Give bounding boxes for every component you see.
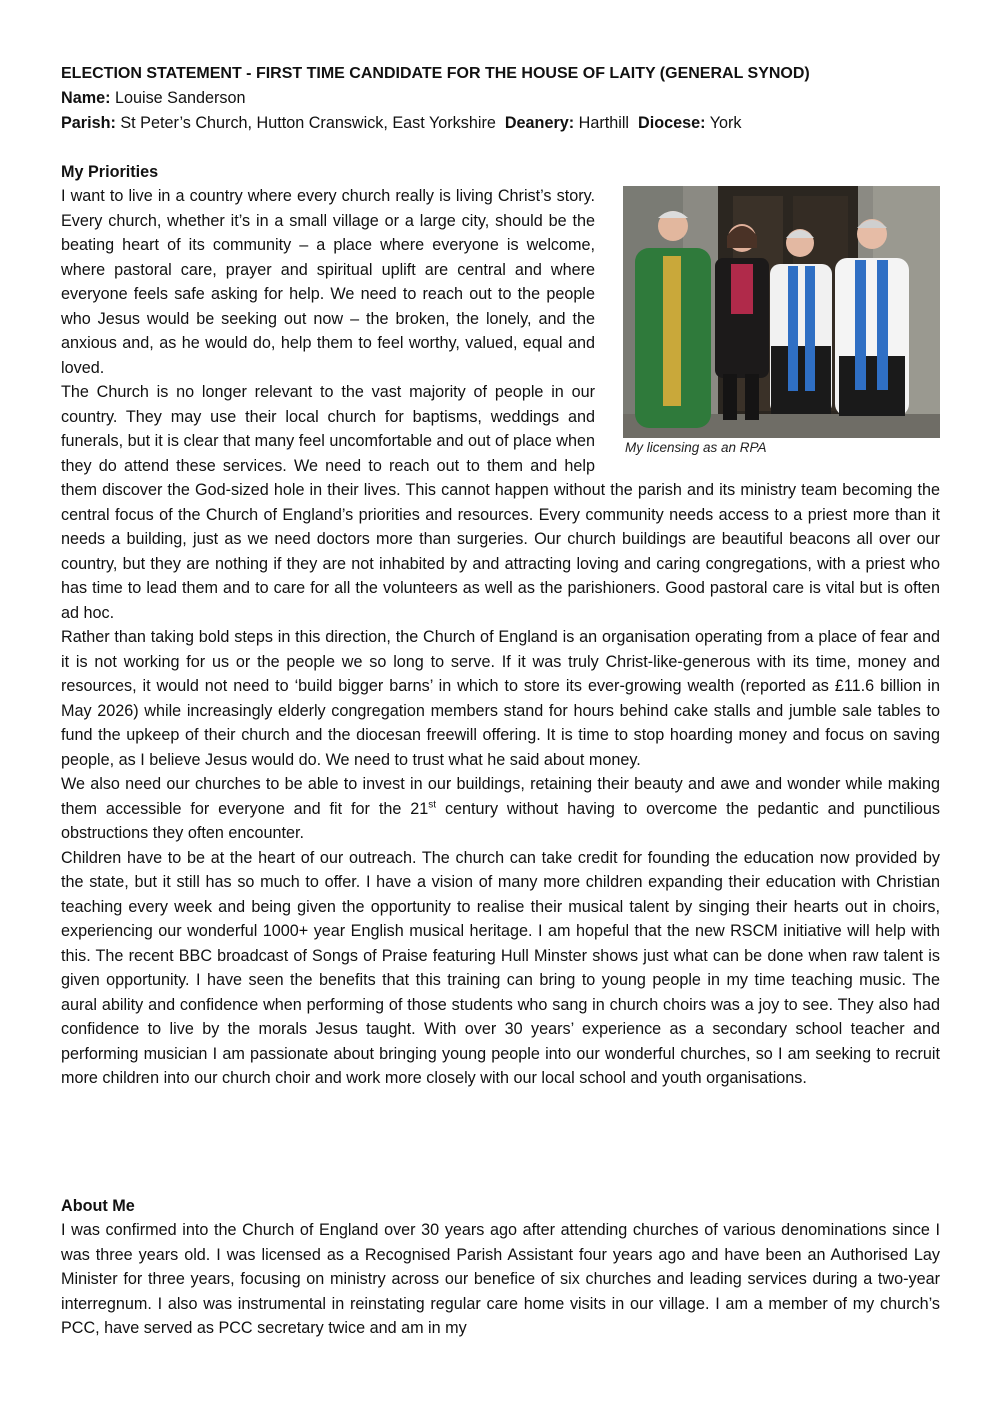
priorities-paragraph-5: Children have to be at the heart of our outreach. The church can take credit for founding the education now provided by the state, but it still has so much to offer. I have a vision of many more children expanding their education with Christian teaching every week and being given the opportunity to realise their musical talent by singing their hearts out in choirs, experiencing our wonderful 1000+ year English musical heritage. I am hopeful that the new RSCM initiative will help with this. The recent BBC broadcast of Songs of Praise featuring Hull Minster shows just what can be done when raw talent is given opportunity. I have seen the benefits that this training can bring to young people in my time teaching music. The aural ability and confidence when performing of those students who sang in church choirs was a joy to see. They also had confidence to live by the morals Jesus taught. With over 30 years’ experience as a secondary school teacher and performing musician I am passionate about bringing young people into our wonderful churches, so I am seeking to recruit more children into our church choir and work more closely with our local school and youth organisations. xyxy=(61,848,940,1087)
about-body xyxy=(61,1218,940,1341)
candidate-name-line xyxy=(61,86,941,111)
candidate-name: Louise Sanderson xyxy=(110,89,246,107)
priorities-heading: My Priorities xyxy=(61,163,159,181)
about-heading: About Me xyxy=(61,1197,135,1215)
deanery-label: Deanery: xyxy=(504,114,575,132)
priorities-paragraph-2: The Church is no longer relevant to the vast majority of people in our country. They may use their local church for baptisms, weddings and funerals, but it is clear that many feel uncomfortable and out of place when they do attend these services. We need to reach out to them and help them discover the God-sized hole in their lives. This cannot happen without the parish and its ministry team becoming the central focus of the Church of England’s priorities and resources. Every community needs access to a priest more than it needs a building, just as we need doctors more than surgeries. Our church buildings are beautiful beacons all over our country, but they are nothing if they are not inhabited by and attracting loving and caring congregations, with a priest who has time to lead them and to care for all the volunteers as well as the parishioners. Good pastoral care is vital but is often ad hoc. xyxy=(61,383,940,622)
document-title: ELECTION STATEMENT - FIRST TIME CANDIDATE FOR THE HOUSE OF LAITY (GENERAL SYNOD) xyxy=(61,65,810,82)
priorities-paragraph-1: I want to live in a country where every church really is living Christ’s story. Every church, whether it’s in a small village or a large city, should be the beating heart of its community – a place where everyone is welcome, where pastoral care, prayer and spiritual uplift are central and where everyone feels safe asking for help. We need to reach out to the people who Jesus would be seeking out now – the broken, the lonely, and the anxious and, as he would do, help them to feel worthy, valued, equal and loved. xyxy=(61,187,595,377)
p4-text-start: We also need our churches to be able to invest in our buildings, retaining their beauty and awe and wonder while making them accessible for everyone and fit for the 21 xyxy=(61,775,940,818)
p4-text-end: century without having to overcome the pedantic and punctilious obstructions they often encounter. xyxy=(61,799,941,842)
name-label: Name: xyxy=(61,89,111,107)
ordinal-suffix: st xyxy=(428,799,437,811)
parish-label: Parish: xyxy=(61,114,116,132)
parish-value: St Peter’s Church, Hutton Cranswick, East Yorkshire xyxy=(115,114,505,132)
priorities-paragraph-3: Rather than taking bold steps in this direction, the Church of England is an organisation operating from a place of fear and it is not working for us or the people we so long to serve. If it was truly Christ-like-generous with its time, money and resources, it would not need to ‘build bigger barns’ in which to store its ever-growing wealth (reported as £11.6 billion in May 2026) while increasingly elderly congregation members stand for hours behind cake stalls and jumble sale tables to fund the upkeep of their church and the diocesan freewill offering. It is time to stop hoarding money and focus on saving people, as I believe Jesus would do. We need to trust what he said about money. xyxy=(61,628,940,769)
licensing-figure xyxy=(623,186,940,468)
deanery-value: Harthill xyxy=(574,114,639,132)
priorities-body xyxy=(61,184,940,1091)
licensing-photo xyxy=(623,186,940,438)
priorities-paragraph-4 xyxy=(61,772,940,846)
diocese-value: York xyxy=(705,114,742,132)
diocese-label: Diocese: xyxy=(638,114,706,132)
photo-caption: My licensing as an RPA xyxy=(625,440,767,455)
parish-line xyxy=(61,111,941,136)
about-paragraph: I was confirmed into the Church of England over 30 years ago after attending churches of various denominations since I was three years old. I was licensed as a Recognised Parish Assistant four years ago and have been an Authorised Lay Minister for three years, focusing on ministry across our benefice of six churches and leading services during a two-year interregnum. I also was instrumental in reinstating regular care home visits in our village. I am a member of my church’s PCC, have served as PCC secretary twice and am in my xyxy=(61,1221,940,1337)
